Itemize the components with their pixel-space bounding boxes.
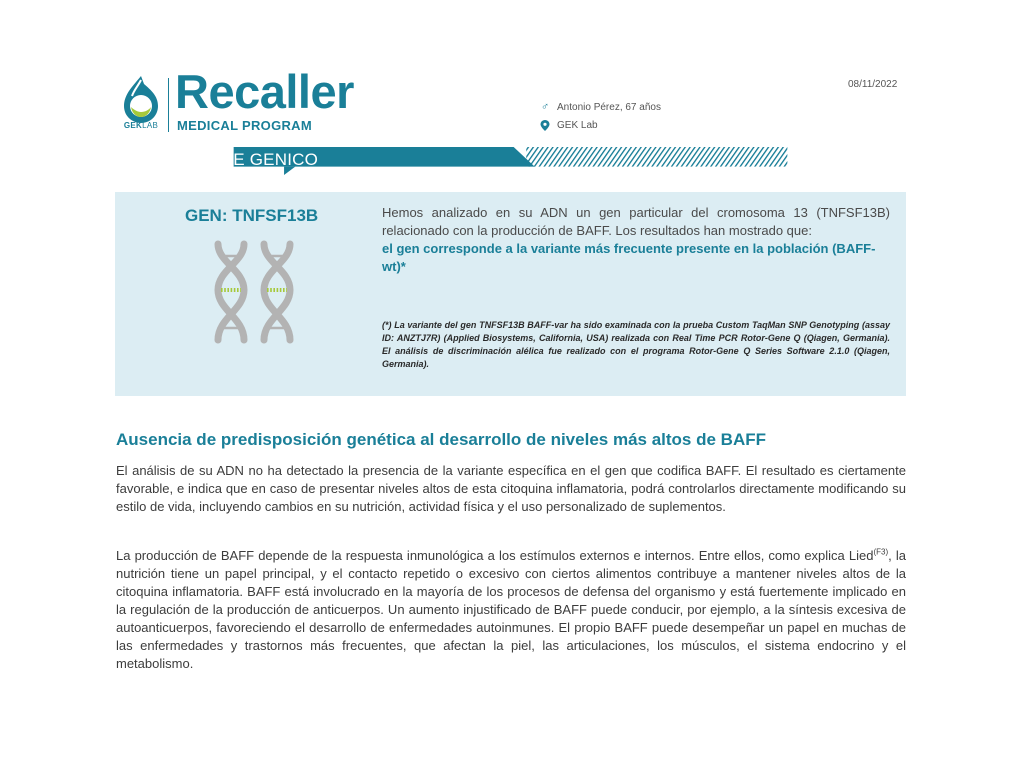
logo-label: GEKLAB	[123, 121, 159, 130]
brand-tagline: MEDICAL PROGRAM	[177, 118, 312, 133]
section-title: COMPONENTE GENICO	[121, 150, 319, 169]
result-paragraph-2: La producción de BAFF depende de la respuesta inmunológica a los estímulos externos e internos. Entre ellos, como explica Lied$^{(F3)}$, la nutrición tiene un papel principal, y el contacto repetido o excesivo con ciertos alimentos contribuye a mantener niveles altos de la citoquina inflamatoria. BAFF está involucrado en la mayoría de los procesos de defensa del organismo y está fuertemente implicado en la regulación de la producción de anticuerpos. Un aumento injustificado de BAFF puede conducir, por ejemplo, a la síntesis excesiva de autoanticuerpos, favoreciendo el desarrollo de enfermedades autoinmunes. El propio BAFF puede desempeñar un papel en muchas de las enfermedades y trastornos más frecuentes, que afectan la piel, las articulaciones, los músculos, el sistema endocrino y el metabolismo.	[116, 547, 907, 671]
gene-intro-text: Hemos analizado en su ADN un gen particular del cromosoma 13 (TNFSF13B) relacionado con la producción de BAFF. Los resultados han mostrado que:	[382, 205, 890, 238]
lab-info	[540, 120, 598, 131]
lab-name: GEK Lab	[557, 120, 598, 131]
result-paragraph-1: El análisis de su ADN no ha detectado la presencia de la variante específica en el gen que codifica BAFF. El resultado es ciertamente favorable, e indica que en caso de presentar niveles altos de esta citoquina inflamatoria, podrá controlarlos directamente modificando su estilo de vida, incluyendo cambios en su nutrición, actividad física y el uso personalizado de suplementos.	[116, 463, 906, 514]
brand-separator	[168, 78, 169, 132]
brand-name: Recaller	[175, 65, 354, 118]
gene-footnote: (*) La variante del gen TNFSF13B BAFF-var ha sido examinada con la prueba Custom TaqMan SNP Genotyping (assay ID: ANZTJ7R) (Applied Biosystems, California, USA) realizada con Real Time PCR Rotor-Gene Q (Qiagen, Germania). El análisis de discriminación alélica fue realizado con el programa Rotor-Gene Q Series Software 2.1.0 (Qiagen, Germania).	[382, 320, 890, 369]
male-icon: ♂	[540, 101, 550, 113]
patient-info	[540, 101, 661, 113]
citation-reference: (F3)	[873, 547, 889, 557]
dna-helix-icon	[210, 240, 300, 344]
location-pin-icon	[540, 120, 550, 131]
report-date: 08/11/2022	[848, 79, 898, 90]
gene-result-text: el gen corresponde a la variante más frecuente presente en la población (BAFF-wt)*	[382, 241, 876, 274]
result-heading: Ausencia de predisposición genética al desarrollo de niveles más altos de BAFF	[116, 430, 766, 449]
patient-name: Antonio Pérez, 67 años	[557, 101, 661, 113]
gene-title: GEN: TNFSF13B	[185, 206, 319, 225]
